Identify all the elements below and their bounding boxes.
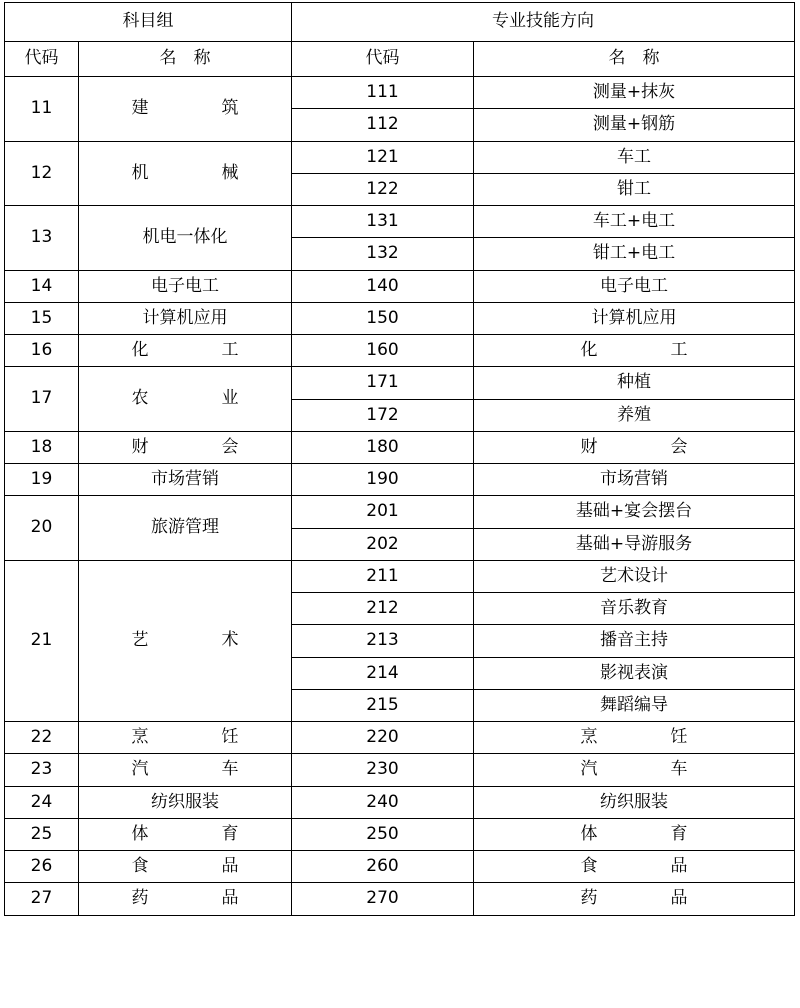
skill-name: 电子电工 <box>474 270 795 302</box>
skill-code: 260 <box>292 851 474 883</box>
subject-name-text: 财 会 <box>131 436 252 457</box>
skill-code: 230 <box>292 754 474 786</box>
header-subject-group: 科目组 <box>5 3 292 42</box>
skill-name-text: 药 品 <box>580 888 701 909</box>
subject-name-text: 化 工 <box>131 340 252 360</box>
subject-name-text: 农 业 <box>131 388 252 409</box>
subject-code: 26 <box>5 851 79 883</box>
subject-name: 纺织服装 <box>79 786 292 818</box>
subject-name-text: 汽 车 <box>131 759 252 780</box>
subject-code: 22 <box>5 722 79 754</box>
skill-name: 钳工+电工 <box>474 238 795 270</box>
table-row <box>5 77 795 109</box>
skill-code: 132 <box>292 238 474 270</box>
subject-name-text: 机 械 <box>131 162 252 183</box>
header-subject-name: 名 称 <box>79 42 292 77</box>
skill-name-text: 体 育 <box>580 823 701 844</box>
skill-name: 计算机应用 <box>474 302 795 334</box>
skill-code: 270 <box>292 883 474 915</box>
table-row <box>5 367 795 399</box>
skill-name: 种植 <box>474 367 795 399</box>
skill-name: 音乐教育 <box>474 593 795 625</box>
skill-code: 211 <box>292 560 474 592</box>
skill-name: 养殖 <box>474 399 795 431</box>
subject-name-text: 艺 术 <box>131 630 252 651</box>
subject-name <box>79 335 292 367</box>
skill-name <box>474 851 795 883</box>
skill-name: 播音主持 <box>474 625 795 657</box>
subject-name <box>79 367 292 432</box>
subject-name <box>79 77 292 142</box>
skill-name <box>474 754 795 786</box>
skill-code: 220 <box>292 722 474 754</box>
subject-code: 19 <box>5 464 79 496</box>
header-skill-name: 名 称 <box>474 42 795 77</box>
subject-name <box>79 883 292 915</box>
skill-code: 140 <box>292 270 474 302</box>
subject-name-text: 烹 饪 <box>131 727 252 747</box>
header-skill-code: 代码 <box>292 42 474 77</box>
skill-name-text: 汽 车 <box>580 759 701 780</box>
skill-code: 121 <box>292 141 474 173</box>
header-skill-group: 专业技能方向 <box>292 3 795 42</box>
table-row <box>5 302 795 334</box>
skill-code: 190 <box>292 464 474 496</box>
skill-name: 车工 <box>474 141 795 173</box>
skill-code: 111 <box>292 77 474 109</box>
subject-code: 18 <box>5 431 79 463</box>
subject-code: 15 <box>5 302 79 334</box>
skill-name-text: 食 品 <box>580 856 701 876</box>
table-row <box>5 464 795 496</box>
table-row <box>5 335 795 367</box>
subject-name <box>79 560 292 721</box>
header-row-columns <box>5 42 795 77</box>
header-row-groups <box>5 3 795 42</box>
table-row <box>5 560 795 592</box>
table-row <box>5 141 795 173</box>
skill-code: 215 <box>292 689 474 721</box>
subject-name: 计算机应用 <box>79 302 292 334</box>
skill-code: 201 <box>292 496 474 528</box>
subject-name <box>79 851 292 883</box>
skill-code: 122 <box>292 173 474 205</box>
skill-name: 钳工 <box>474 173 795 205</box>
subject-name-text: 食 品 <box>131 856 252 876</box>
subject-skill-table <box>4 2 795 916</box>
subject-code: 12 <box>5 141 79 206</box>
skill-code: 250 <box>292 818 474 850</box>
subject-name <box>79 722 292 754</box>
table-row <box>5 431 795 463</box>
skill-name: 纺织服装 <box>474 786 795 818</box>
skill-name <box>474 335 795 367</box>
table-row <box>5 270 795 302</box>
subject-code: 14 <box>5 270 79 302</box>
subject-name: 电子电工 <box>79 270 292 302</box>
subject-name-text: 建 筑 <box>131 98 252 119</box>
skill-name: 影视表演 <box>474 657 795 689</box>
table-row <box>5 786 795 818</box>
skill-name: 舞蹈编导 <box>474 689 795 721</box>
subject-name: 机电一体化 <box>79 206 292 271</box>
table-row <box>5 883 795 915</box>
subject-code: 23 <box>5 754 79 786</box>
skill-code: 214 <box>292 657 474 689</box>
skill-name: 测量+钢筋 <box>474 109 795 141</box>
subject-code: 20 <box>5 496 79 561</box>
table-row <box>5 754 795 786</box>
skill-code: 212 <box>292 593 474 625</box>
table-row <box>5 722 795 754</box>
skill-code: 171 <box>292 367 474 399</box>
subject-name <box>79 754 292 786</box>
skill-code: 240 <box>292 786 474 818</box>
skill-name <box>474 883 795 915</box>
skill-name: 基础+导游服务 <box>474 528 795 560</box>
skill-name: 车工+电工 <box>474 206 795 238</box>
table-row <box>5 851 795 883</box>
table-body <box>5 3 795 916</box>
skill-name-text: 烹 饪 <box>580 727 701 747</box>
subject-name <box>79 431 292 463</box>
skill-name: 基础+宴会摆台 <box>474 496 795 528</box>
skill-code: 160 <box>292 335 474 367</box>
subject-code: 16 <box>5 335 79 367</box>
skill-code: 213 <box>292 625 474 657</box>
table-row <box>5 206 795 238</box>
table-row <box>5 496 795 528</box>
skill-name: 艺术设计 <box>474 560 795 592</box>
skill-code: 131 <box>292 206 474 238</box>
subject-code: 11 <box>5 77 79 142</box>
subject-name: 旅游管理 <box>79 496 292 561</box>
subject-code: 13 <box>5 206 79 271</box>
subject-name: 市场营销 <box>79 464 292 496</box>
skill-name-text: 财 会 <box>580 436 701 457</box>
header-subject-code: 代码 <box>5 42 79 77</box>
skill-code: 150 <box>292 302 474 334</box>
subject-name-text: 药 品 <box>131 888 252 909</box>
subject-name <box>79 818 292 850</box>
table-row <box>5 818 795 850</box>
skill-name: 测量+抹灰 <box>474 77 795 109</box>
subject-code: 25 <box>5 818 79 850</box>
skill-name: 市场营销 <box>474 464 795 496</box>
skill-name <box>474 722 795 754</box>
skill-code: 172 <box>292 399 474 431</box>
subject-name <box>79 141 292 206</box>
skill-code: 202 <box>292 528 474 560</box>
skill-code: 112 <box>292 109 474 141</box>
subject-code: 24 <box>5 786 79 818</box>
subject-code: 17 <box>5 367 79 432</box>
skill-name <box>474 431 795 463</box>
subject-name-text: 体 育 <box>131 823 252 844</box>
skill-code: 180 <box>292 431 474 463</box>
subject-code: 27 <box>5 883 79 915</box>
document-page <box>0 2 800 1008</box>
subject-code: 21 <box>5 560 79 721</box>
skill-name <box>474 818 795 850</box>
skill-name-text: 化 工 <box>580 340 701 360</box>
